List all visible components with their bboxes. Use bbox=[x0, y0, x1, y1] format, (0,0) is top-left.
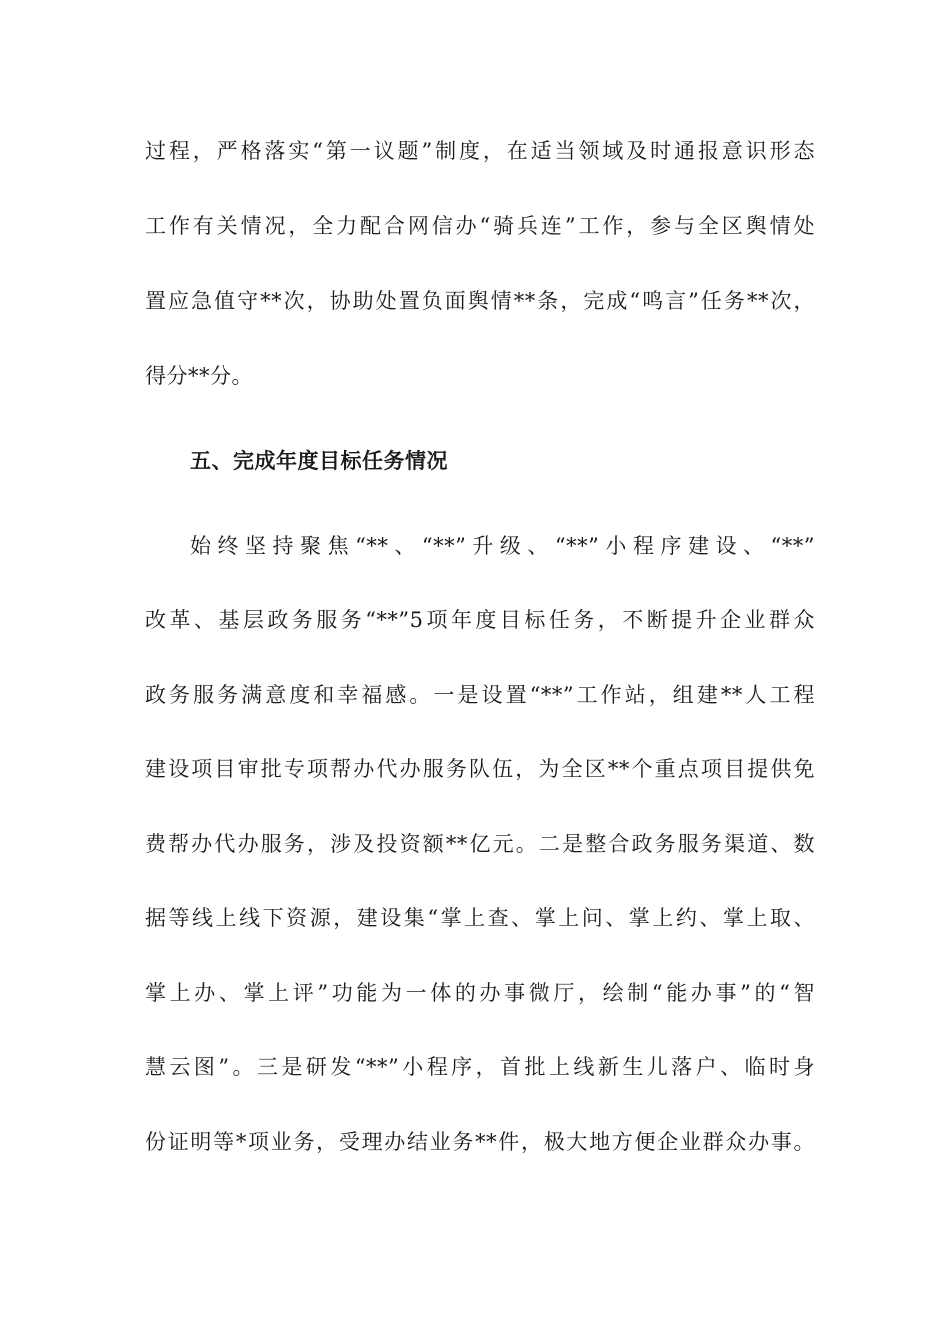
paragraph-2-line-4: 建设项目审批专项帮办代办服务队伍，为全区**个重点项目提供免 bbox=[145, 757, 815, 781]
paragraph-1-line-4: 得分**分。 bbox=[145, 364, 253, 388]
paragraph-2-line-1: 始终坚持聚焦“**、“**”升级、“**”小程序建设、“**” bbox=[190, 534, 815, 558]
paragraph-2-line-3: 政务服务满意度和幸福感。一是设置“**”工作站，组建**人工程 bbox=[145, 683, 815, 707]
paragraph-2-line-7: 掌上办、掌上评”功能为一体的办事微厅，绘制“能办事”的“智 bbox=[145, 981, 815, 1005]
paragraph-2-line-5: 费帮办代办服务，涉及投资额**亿元。二是整合政务服务渠道、数 bbox=[145, 832, 815, 856]
paragraph-1-line-2: 工作有关情况，全力配合网信办“骑兵连”工作，参与全区舆情处 bbox=[145, 214, 815, 238]
paragraph-1-line-1: 过程，严格落实“第一议题”制度，在适当领域及时通报意识形态 bbox=[145, 139, 815, 163]
paragraph-2-line-9: 份证明等*项业务，受理办结业务**件，极大地方便企业群众办事。 bbox=[145, 1130, 815, 1154]
paragraph-2-line-2: 改革、基层政务服务“**”5项年度目标任务，不断提升企业群众 bbox=[145, 608, 815, 632]
section-heading: 五、完成年度目标任务情况 bbox=[190, 449, 448, 473]
paragraph-2-line-8: 慧云图”。三是研发“**”小程序，首批上线新生儿落户、临时身 bbox=[145, 1055, 815, 1079]
paragraph-1-line-3: 置应急值守**次，协助处置负面舆情**条，完成“鸣言”任务**次， bbox=[145, 289, 815, 313]
paragraph-2-line-6: 据等线上线下资源，建设集“掌上查、掌上问、掌上约、掌上取、 bbox=[145, 906, 815, 930]
